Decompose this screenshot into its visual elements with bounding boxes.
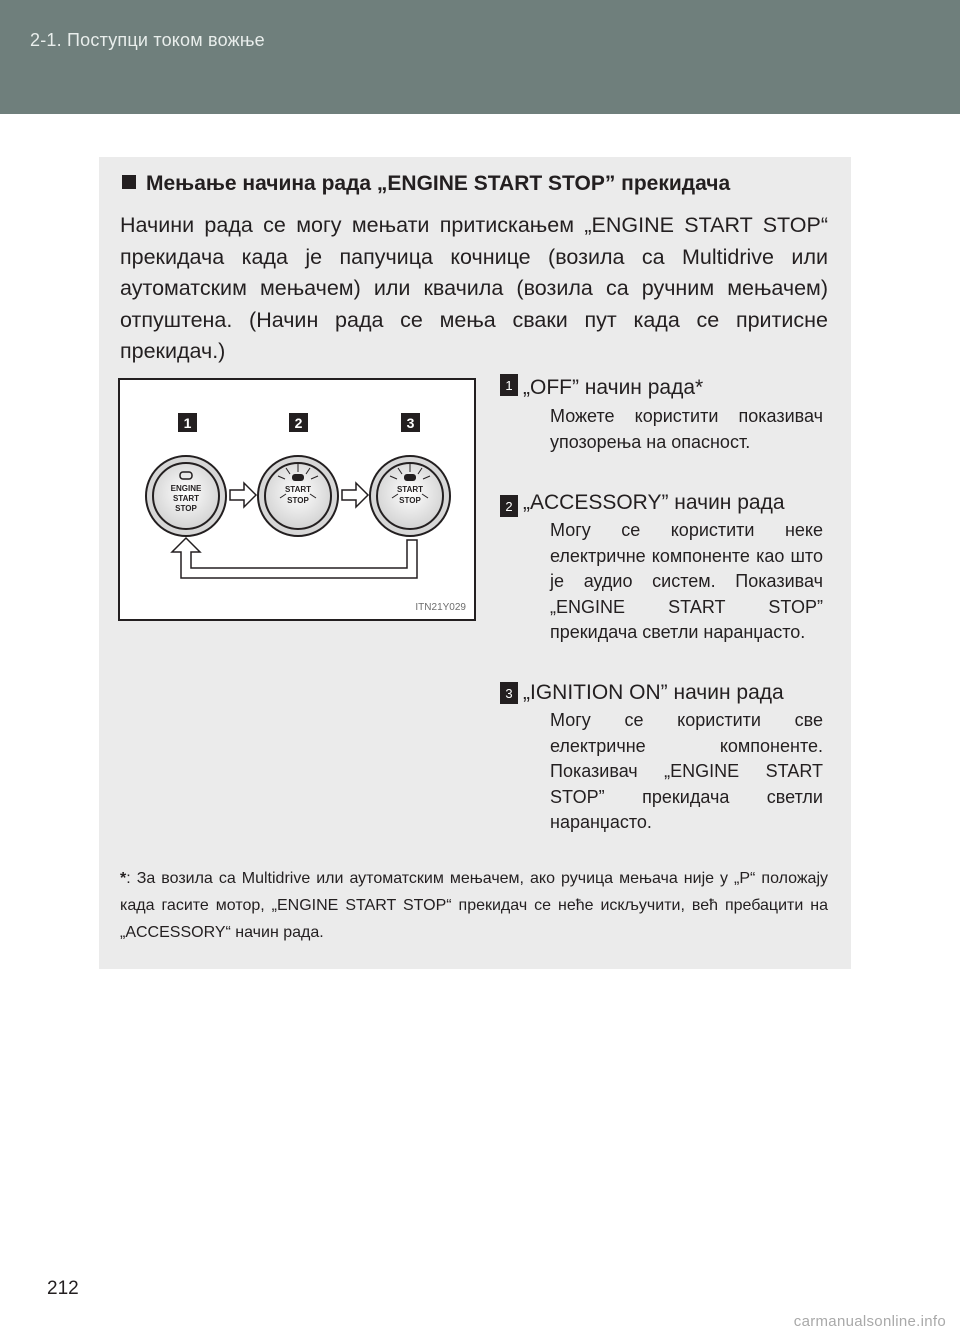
mode-description-off: Можете користити показивач упозорења на опасност. — [550, 406, 823, 452]
figure-code: ITN21Y029 — [415, 602, 466, 613]
svg-text:STOP: STOP — [399, 496, 421, 505]
return-arrow-icon — [172, 538, 417, 578]
engine-button-off-icon — [146, 456, 226, 536]
footnote-marker: * — [120, 870, 127, 887]
svg-text:2: 2 — [294, 415, 303, 431]
section-title: 2-1. Поступци током вожње — [30, 30, 265, 50]
engine-button-illustration — [118, 378, 476, 621]
svg-text:START: START — [172, 494, 200, 503]
mode-number-badge: 1 — [500, 374, 518, 396]
mode-number-badge: 3 — [500, 682, 518, 704]
label-box-1 — [178, 413, 197, 432]
page-number: 212 — [47, 1278, 79, 1299]
svg-text:START: START — [396, 485, 424, 494]
svg-text:ENGINE: ENGINE — [170, 484, 202, 493]
label-box-2 — [289, 413, 308, 432]
page-header — [0, 0, 960, 114]
footnote-text: : За возила са Multidrive или аутоматским мењачем, ако ручица мењача није у „P“ положају када гасите мотор, „ENGINE START STOP“ прекидач се неће искључити, већ пребацити на „ACCESSORY“ начин рада. — [120, 870, 828, 941]
footnote — [120, 865, 828, 946]
intro-paragraph: Начини рада се могу мењати притискањем „ENGINE START STOP“ прекидача када је папучица кочнице (возила са Multidrive или аутоматским мењачем) или квачила (возила са ручним мењачем) отпуштена. (Начин рада се мења сваки пут када се притисне прекидач.) — [120, 213, 828, 363]
mode-description-accessory: Могу се користити неке електричне компоненте као што је аудио систем. Показивач „ENGINE START STOP” прекидача светли наранџасто. — [550, 520, 823, 642]
svg-text:3: 3 — [406, 415, 415, 431]
svg-text:START: START — [284, 485, 312, 494]
square-bullet-icon — [122, 175, 136, 189]
svg-text:1: 1 — [183, 415, 192, 431]
section-heading-text: Мењање начина рада „ENGINE START STOP” прекидача — [146, 172, 731, 195]
mode-description-ignition: Могу се користити све електричне компоненте. Показивач „ENGINE START STOP” прекидача светли наранџасто. — [550, 710, 823, 832]
mode-title-accessory: „ACCESSORY” начин рада — [523, 491, 785, 514]
illustration-svg — [120, 380, 474, 619]
watermark: carmanualsonline.info — [793, 1313, 946, 1330]
arrow-right-icon — [230, 483, 256, 507]
mode-number-badge: 2 — [500, 495, 518, 517]
mode-title-off: „OFF” начин рада* — [523, 376, 704, 399]
label-box-3 — [401, 413, 420, 432]
engine-button-accessory-icon — [258, 456, 338, 536]
mode-title-ignition: „IGNITION ON” начин рада — [523, 681, 784, 704]
arrow-right-icon — [342, 483, 368, 507]
engine-button-ignition-icon — [370, 456, 450, 536]
svg-text:STOP: STOP — [175, 504, 197, 513]
svg-text:STOP: STOP — [287, 496, 309, 505]
section-heading — [122, 172, 730, 196]
